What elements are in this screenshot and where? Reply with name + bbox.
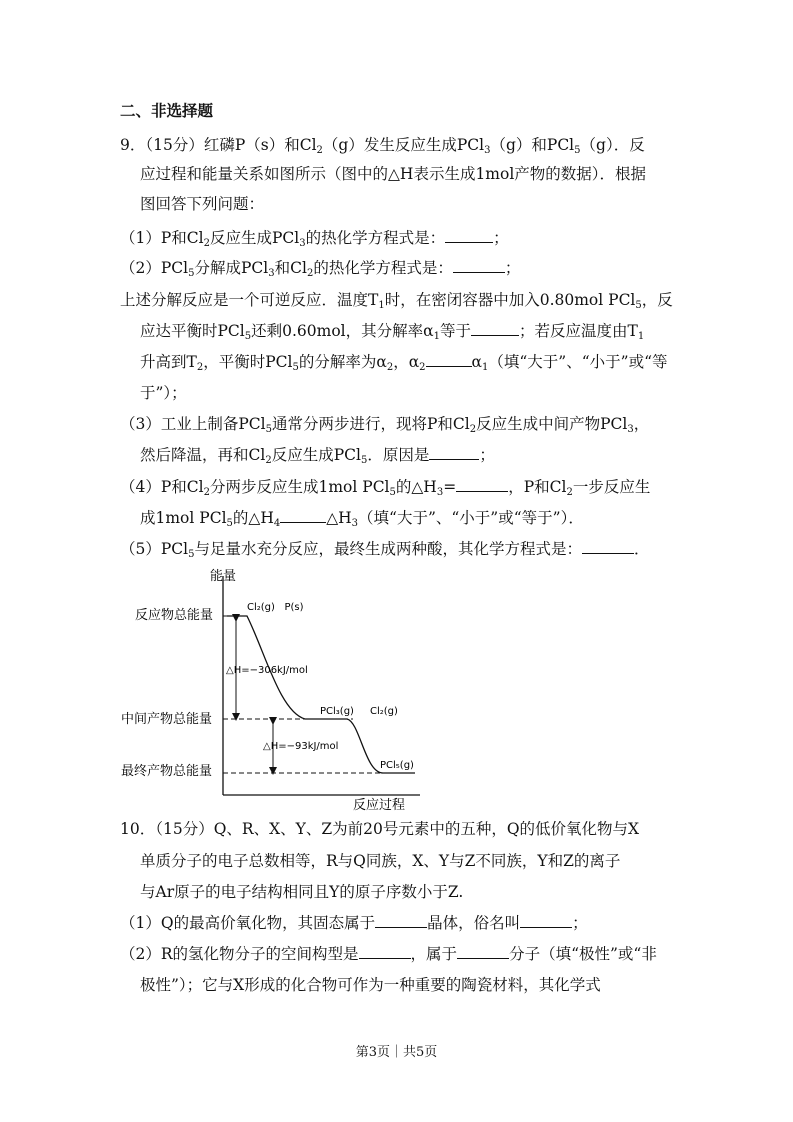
dh2-label: △H=−93kJ/mol — [263, 741, 339, 752]
dh1-label: △H=−306kJ/mol — [226, 665, 308, 676]
q10-part-2: （2）R的氢化物分子的空间构型是 ，属于 分子（填“极性”或“非 — [120, 945, 657, 963]
q9-part-2-text-3: 升高到$T_2$，平衡时PCl$_5$的分解率为$\alpha_2$，$\alpha_2$ $\alpha_1$（填“大于”、“小于”或“等 — [140, 353, 668, 373]
answer-blank[interactable] — [520, 913, 572, 928]
q10-line-1: 10．（15分）Q、R、X、Y、Z为前20号元素中的五种，Q的低价氧化物与X — [120, 820, 640, 838]
intermediate-cl2-label: Cl₂(g) — [370, 706, 398, 717]
page-footer: 第3页｜共5页 — [355, 1045, 438, 1060]
y-axis-label: 能量 — [210, 569, 237, 584]
q9-part-2-text-1: 上述分解反应是一个可逆反应．温度$T_1$时，在密闭容器中加入0.80mol PCl$_5$，反 — [120, 291, 673, 311]
q9-line-3: 图回答下列问题： — [140, 195, 265, 213]
q9-part-2-text-2: 应达平衡时PCl$_5$还剩0.60mol，其分解率$\alpha_1$等于 ；若反应温度由$T_1$ — [140, 322, 645, 342]
q9-part-5: （5）PCl$_5$与足量水充分反应，最终生成两种酸，其化学方程式是： ． — [120, 540, 650, 560]
q10-line-3: 与Ar原子的电子结构相同且Y的原子序数小于Z. — [140, 883, 464, 901]
reactants-label: Cl₂(g) P(s) — [247, 602, 304, 613]
answer-blank[interactable] — [359, 944, 411, 959]
product-label: PCl₅(g) — [380, 760, 414, 771]
answer-blank[interactable] — [456, 477, 508, 492]
q9-part-4-text: 成1mol PCl$_5$的$\triangle H_4$ $\triangle H_3$（填“大于”、“小于”或“等于”）． — [140, 509, 584, 529]
q9-part-1: （1）P和$Cl_2$反应生成PCl$_3$的热化学方程式是： ； — [120, 229, 509, 249]
reactant-level-label: 反应物总能量 — [135, 608, 214, 623]
answer-blank[interactable] — [426, 352, 472, 367]
q10-part-1: （1）Q的最高价氧化物，其固态属于 晶体，俗名叫 ； — [120, 914, 588, 932]
answer-blank[interactable] — [375, 913, 427, 928]
answer-blank[interactable] — [445, 228, 493, 243]
q9-part-2-text-4: 于”）； — [140, 384, 187, 402]
intermediate-pcl3-label: PCl₃(g) — [320, 706, 354, 717]
section-title: 二、非选择题 — [120, 102, 214, 120]
answer-blank[interactable] — [453, 258, 505, 273]
final-level-label: 最终产物总能量 — [121, 764, 213, 779]
answer-blank[interactable] — [429, 445, 479, 460]
q9-part-4: （4）P和$Cl_2$分两步反应生成1mol PCl$_5$的$\triangle H_3=$ ，P和$Cl_2$一步反应生 — [120, 478, 651, 498]
x-axis-label: 反应过程 — [353, 798, 406, 813]
answer-blank[interactable] — [280, 508, 326, 523]
q10-line-2: 单质分子的电子总数相等，R与Q同族，X、Y与Z不同族，Y和Z的离子 — [140, 852, 621, 870]
q9-part-2: （2）PCl$_5$分解成PCl$_3$和$Cl_2$的热化学方程式是： ； — [120, 259, 521, 279]
q9-line-1: 9．（15分）红磷P（s）和$Cl_2(g)$发生反应生成PCl$_3$（g）和PCl$_5$（g）．反 — [120, 136, 645, 156]
answer-blank[interactable] — [471, 321, 519, 336]
intermediate-level-label: 中间产物总能量 — [121, 712, 213, 727]
q9-part-3: （3）工业上制备PCl$_5$通常分两步进行，现将P和$Cl_2$反应生成中间产物PCl$_3$， — [120, 415, 650, 435]
q9-part-3-text: 然后降温，再和$Cl_2$反应生成PCl$_5$．原因是 ； — [140, 446, 495, 466]
q10-part-2-text: 极性”）；它与X形成的化合物可作为一种重要的陶瓷材料，其化学式 — [140, 976, 601, 994]
q9-line-2: 应过程和能量关系如图所示（图中的△H表示生成1mol产物的数据）．根据 — [140, 165, 647, 183]
energy-diagram — [115, 562, 435, 817]
answer-blank[interactable] — [582, 539, 634, 554]
answer-blank[interactable] — [457, 944, 509, 959]
